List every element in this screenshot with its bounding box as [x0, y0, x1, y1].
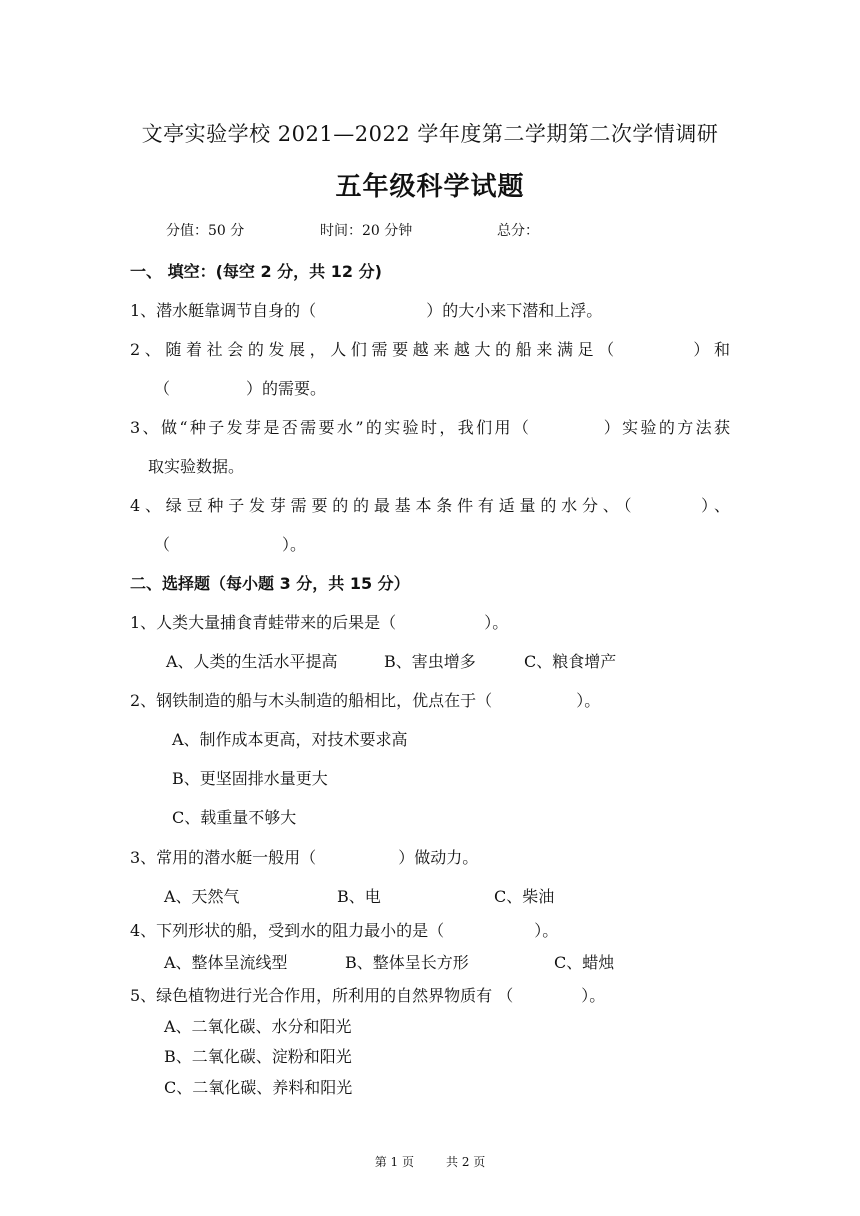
choice-question-4: [130, 918, 558, 941]
section-1-title: 一、 填空：(每空 2 分，共 12 分): [130, 262, 382, 281]
option-c[interactable]: C、粮食增产: [524, 652, 617, 671]
question-text: 1、人类大量捕食青蛙带来的后果是（: [130, 613, 397, 632]
question-text: ）。: [484, 613, 509, 632]
option-c[interactable]: C、载重量不够大: [172, 808, 297, 827]
option-b[interactable]: B、更坚固排水量更大: [172, 769, 328, 788]
fill-question-3-line-2: 取实验数据。: [148, 457, 245, 476]
option-c[interactable]: C、二氧化碳、养料和阳光: [164, 1078, 353, 1097]
option-a[interactable]: A、整体呈流线型: [164, 953, 288, 972]
question-text: ）的大小来下潜和上浮。: [426, 301, 603, 320]
page-footer: [0, 1153, 860, 1170]
question-text: ）实验的方法获: [601, 418, 730, 437]
question-text: ）。: [534, 921, 559, 940]
choice-question-2: [130, 688, 600, 711]
question-text: ）。: [576, 691, 601, 710]
option-c[interactable]: C、柴油: [494, 887, 555, 906]
question-text: ）和: [688, 340, 730, 359]
question-text: ）。: [282, 535, 307, 554]
option-a[interactable]: A、天然气: [164, 887, 240, 906]
section-2-title: 二、选择题（每小题 3 分，共 15 分）: [130, 574, 410, 593]
question-text: （: [154, 535, 171, 554]
fill-question-3-line-1: [130, 415, 730, 438]
question-text: 2、钢铁制造的船与木头制造的船相比，优点在于（: [130, 691, 493, 710]
question-text: 3、常用的潜水艇一般用（: [130, 848, 317, 867]
option-c[interactable]: C、蜡烛: [554, 953, 615, 972]
option-b[interactable]: B、二氧化碳、淀粉和阳光: [164, 1047, 352, 1066]
choice-question-1: [130, 610, 508, 633]
question-text: （: [154, 379, 171, 398]
total-score: 总分：: [497, 223, 539, 239]
option-a[interactable]: A、制作成本更高，对技术要求高: [172, 730, 408, 749]
question-text: 4、下列形状的船，受到水的阻力最小的是（: [130, 921, 445, 940]
option-a[interactable]: A、二氧化碳、水分和阳光: [164, 1017, 352, 1036]
question-text: 1、潜水艇靠调节自身的（: [130, 301, 317, 320]
question-text: 5、绿色植物进行光合作用，所利用的自然界物质有 （: [130, 986, 514, 1005]
page-number: 第 1 页: [374, 1155, 414, 1169]
fill-question-2-line-1: [130, 337, 730, 360]
time-limit: 时间：20 分钟: [320, 223, 413, 239]
option-b[interactable]: B、害虫增多: [384, 652, 476, 671]
option-a[interactable]: A、人类的生活水平提高: [166, 652, 338, 671]
fill-question-1: [130, 298, 602, 321]
choice-question-3: [130, 845, 478, 868]
question-text: ）、: [696, 496, 730, 515]
question-text: 3、做“种子发芽是否需要水”的实验时，我们用（: [130, 418, 532, 437]
question-text: ）的需要。: [246, 379, 327, 398]
question-text: 4、绿豆种子发芽需要的的最基本条件有适量的水分、（: [130, 496, 637, 515]
question-text: ）。: [581, 986, 606, 1005]
score-value: 分值：50 分: [166, 223, 245, 239]
choice-question-5: [130, 983, 605, 1006]
fill-question-2-line-2: [154, 376, 326, 399]
question-text: 2、随着社会的发展，人们需要越来越大的船来满足（: [130, 340, 619, 359]
question-text: ）做动力。: [398, 848, 479, 867]
school-header: 文亭实验学校 2021—2022 学年度第二学期第二次学情调研: [141, 122, 719, 146]
option-b[interactable]: B、整体呈长方形: [345, 953, 469, 972]
fill-question-4-line-2: [154, 532, 306, 555]
total-pages: 共 2 页: [446, 1155, 486, 1169]
fill-question-4-line-1: [130, 493, 730, 516]
option-b[interactable]: B、电: [337, 887, 381, 906]
subject-title: 五年级科学试题: [335, 172, 525, 202]
